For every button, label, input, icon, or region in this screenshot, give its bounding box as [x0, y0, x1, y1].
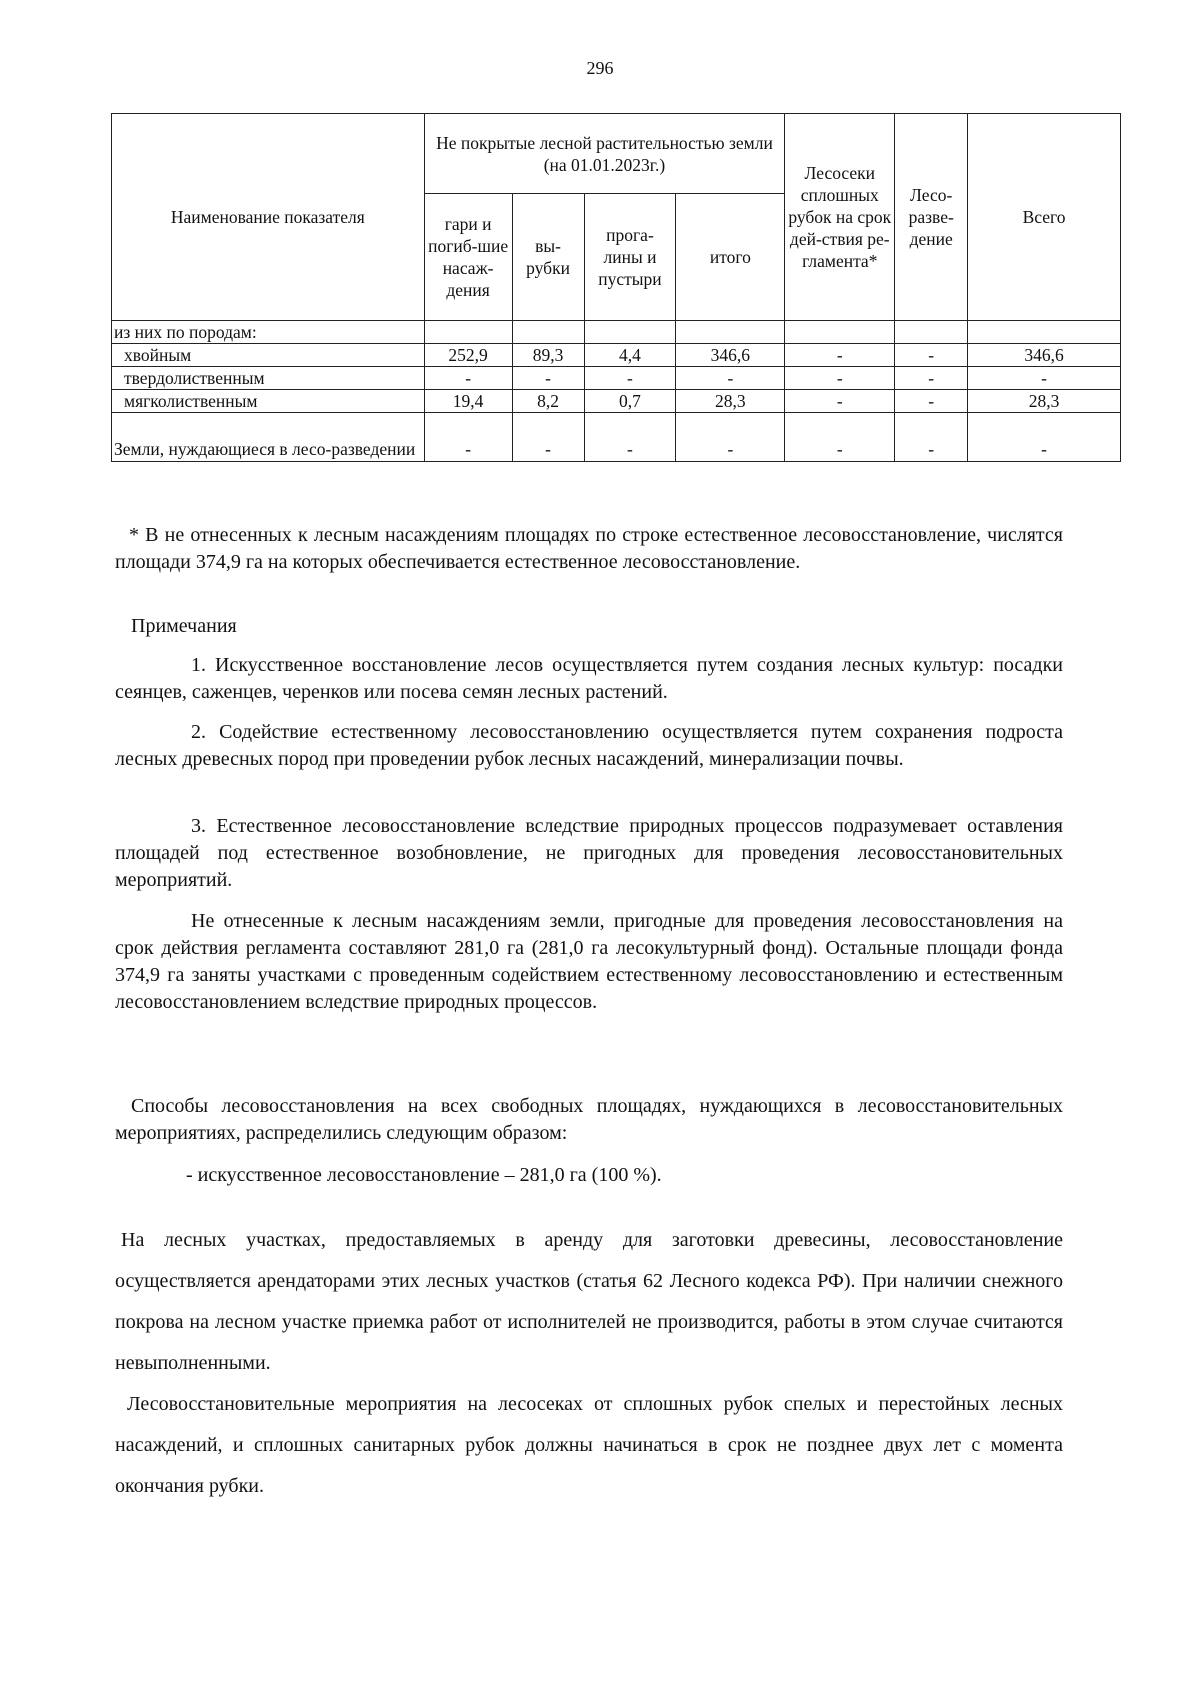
cell: 346,6: [968, 344, 1121, 367]
cell: -: [424, 367, 512, 390]
measures-paragraph: Лесовосстановительные мероприятия на лесосеках от сплошных рубок спелых и перестойных лесных насаждений, и сплошных санитарных рубок должны начинаться в срок не позднее двух лет с момента окончания рубки.: [115, 1393, 1063, 1497]
row-label: мягколиственным: [112, 390, 425, 413]
table-header-row-1: [112, 114, 1121, 194]
cell: -: [676, 367, 785, 390]
cell: 346,6: [676, 344, 785, 367]
cell: 252,9: [424, 344, 512, 367]
forest-lands-table: [111, 113, 1121, 462]
methods-item: - искусственное лесовосстановление – 281,0 га (100 %).: [186, 1164, 662, 1186]
cell: 4,4: [584, 344, 676, 367]
section-label: из них по породам:: [112, 321, 425, 344]
table-row: [112, 413, 1121, 462]
footnote: * В не отнесенных к лесным насаждениям площадях по строке естественное лесовосстановление, числятся площади 374,9 га на которых обеспечивается естественное лесовосстановление.: [115, 524, 1063, 573]
header-afforestation: Лесо-разве-дение: [895, 114, 968, 321]
header-indicator-name: Наименование показателя: [112, 114, 425, 321]
table-row-section: [112, 321, 1121, 344]
header-non-forested-group: Не покрытые лесной растительностью земли (на 01.01.2023г.): [424, 114, 785, 194]
cell: -: [785, 367, 895, 390]
cell: -: [895, 344, 968, 367]
cell: -: [512, 367, 584, 390]
cell: 0,7: [584, 390, 676, 413]
row-label: хвойным: [112, 344, 425, 367]
cell: -: [968, 367, 1121, 390]
cell: -: [584, 367, 676, 390]
cell: 19,4: [424, 390, 512, 413]
header-felled-areas: вы-рубки: [512, 194, 584, 321]
cell: -: [424, 413, 512, 462]
table-row: [112, 367, 1121, 390]
notes-title: Примечания: [131, 615, 237, 637]
row-label: Земли, нуждающиеся в лесо-разведении: [112, 413, 425, 462]
cell: -: [895, 390, 968, 413]
row-label: твердолиственным: [112, 367, 425, 390]
arenda-paragraph: На лесных участках, предоставляемых в аренду для заготовки древесины, лесовосстановление осуществляется арендаторами этих лесных участков (статья 62 Лесного кодекса РФ). При наличии снежного покрова на лесном участке приемка работ от исполнителей не производится, работы в этом случае считаются невыполненными.: [115, 1229, 1063, 1374]
header-burnt-dead-stands: гари и погиб-шие насаж-дения: [424, 194, 512, 321]
cell: -: [895, 413, 968, 462]
cell: 8,2: [512, 390, 584, 413]
header-clearcut-areas: Лесосеки сплошных рубок на срок дей-ствия ре-гламента*: [785, 114, 895, 321]
note-2: 2. Содействие естественному лесовосстановлению осуществляется путем сохранения подроста лесных древесных пород при проведении рубок лесных насаждений, минерализации почвы.: [115, 721, 1063, 770]
cell: -: [785, 413, 895, 462]
cell: -: [785, 390, 895, 413]
table-row: [112, 344, 1121, 367]
cell: 89,3: [512, 344, 584, 367]
cell: 28,3: [676, 390, 785, 413]
methods-intro: Способы лесовосстановления на всех свободных площадях, нуждающихся в лесовосстановительных мероприятиях, распределились следующим образом:: [115, 1095, 1063, 1144]
note-4: Не отнесенные к лесным насаждениям земли, пригодные для проведения лесовосстановления на срок действия регламента составляют 281,0 га (281,0 га лесокультурный фонд). Остальные площади фонда 374,9 га заняты участками с проведенным содействием естественному лесовосстановлению и естественным лесовосстановлением вследствие природных процессов.: [115, 910, 1063, 1013]
cell: -: [676, 413, 785, 462]
header-subtotal: итого: [676, 194, 785, 321]
note-1: 1. Искусственное восстановление лесов осуществляется путем создания лесных культур: посадки сеянцев, саженцев, черенков или посева семян лесных растений.: [115, 654, 1063, 703]
header-total: Всего: [968, 114, 1121, 321]
cell: -: [785, 344, 895, 367]
cell: 28,3: [968, 390, 1121, 413]
page-number: 296: [586, 58, 614, 78]
cell: -: [968, 413, 1121, 462]
cell: -: [895, 367, 968, 390]
note-3: 3. Естественное лесовосстановление вследствие природных процессов подразумевает оставления площадей под естественное возобновление, не пригодных для проведения лесовосстановительных мероприятий.: [115, 815, 1063, 891]
cell: -: [584, 413, 676, 462]
table-row: [112, 390, 1121, 413]
cell: -: [512, 413, 584, 462]
header-glades-wastelands: прога-лины и пустыри: [584, 194, 676, 321]
